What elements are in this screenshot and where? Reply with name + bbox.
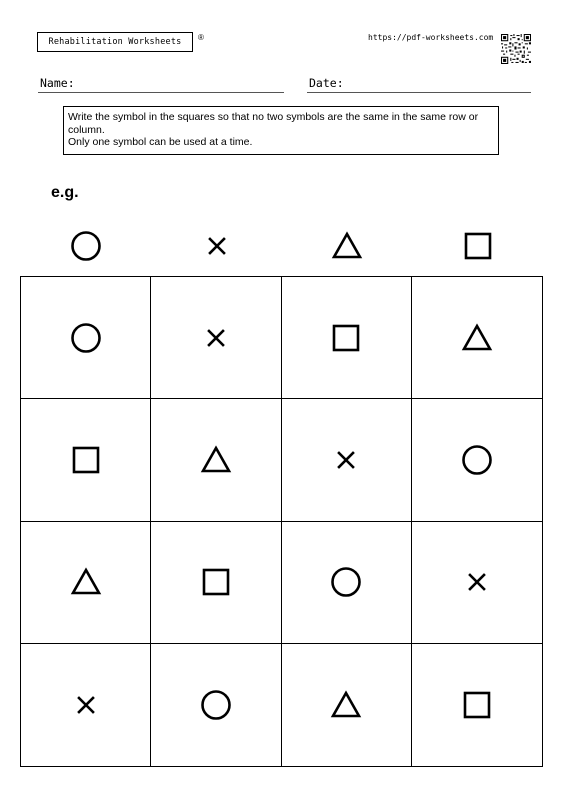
legend-item-cross [152,222,283,270]
square-icon [70,444,102,476]
triangle-icon [461,322,493,354]
symbol-grid [20,276,543,767]
grid-cell[interactable] [21,277,151,399]
grid-cell[interactable] [282,522,412,644]
grid-cell[interactable] [151,522,281,644]
square-icon [462,230,494,262]
legend-item-square [413,222,544,270]
instruction-line-2: Only one symbol can be used at a time. [68,136,253,148]
cross-icon [201,230,233,262]
triangle-icon [70,566,102,598]
grid-cell[interactable] [412,522,542,644]
cross-icon [330,444,362,476]
registered-mark: ® [198,33,204,42]
grid-cell[interactable] [282,644,412,766]
grid-cell[interactable] [412,399,542,521]
circle-icon [461,444,493,476]
triangle-icon [330,689,362,721]
instructions-box [63,106,499,155]
date-line[interactable] [307,92,531,93]
grid-cell[interactable] [282,399,412,521]
square-icon [200,566,232,598]
grid-cell[interactable] [21,644,151,766]
grid-cell[interactable] [21,522,151,644]
circle-icon [330,566,362,598]
qr-code-icon [501,34,531,64]
square-icon [461,689,493,721]
circle-icon [70,230,102,262]
cross-icon [70,689,102,721]
date-label: Date: [309,76,344,90]
brand-name: Rehabilitation Worksheets [48,37,182,47]
grid-cell[interactable] [412,644,542,766]
grid-cell[interactable] [151,277,281,399]
example-label: e.g. [51,184,79,201]
circle-icon [70,322,102,354]
circle-icon [200,689,232,721]
legend-item-circle [21,222,152,270]
grid-cell[interactable] [282,277,412,399]
name-line[interactable] [38,92,284,93]
triangle-icon [331,230,363,262]
symbol-legend [21,222,543,270]
square-icon [330,322,362,354]
name-label: Name: [40,76,75,90]
triangle-icon [200,444,232,476]
grid-cell[interactable] [21,399,151,521]
grid-cell[interactable] [151,644,281,766]
instruction-line-1: Write the symbol in the squares so that no two symbols are the same in the same row or column. [68,111,479,136]
cross-icon [461,566,493,598]
site-url[interactable]: https://pdf-worksheets.com [368,33,494,42]
cross-icon [200,322,232,354]
grid-cell[interactable] [412,277,542,399]
legend-item-triangle [282,222,413,270]
brand-box [37,32,193,52]
grid-cell[interactable] [151,399,281,521]
